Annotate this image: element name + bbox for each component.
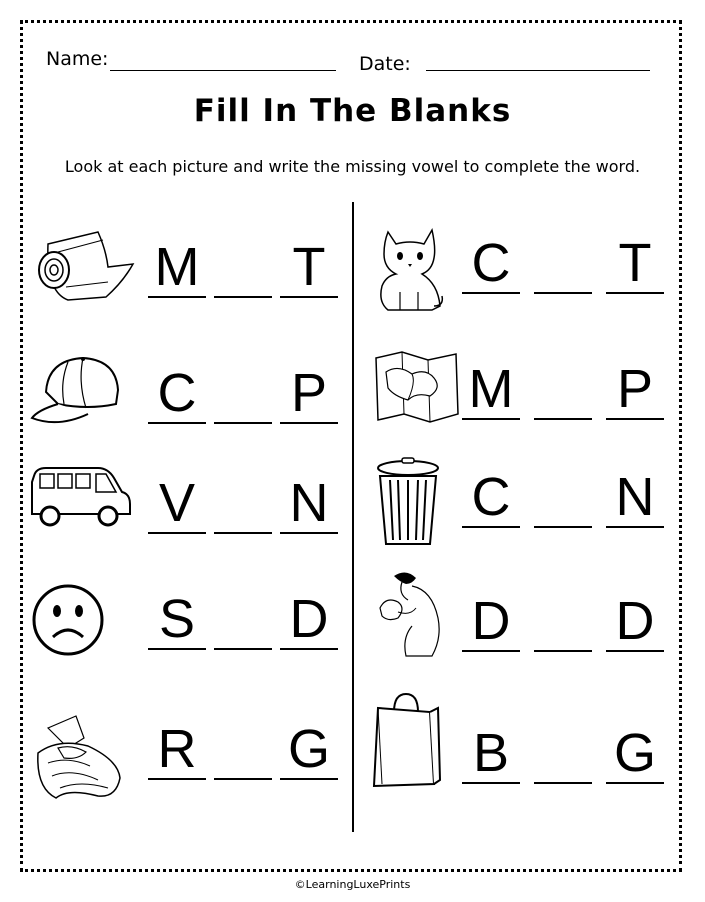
word-item [372,456,702,556]
first-letter: C [471,467,511,527]
first-letter: R [157,719,197,779]
last-letter: T [292,237,326,297]
rug-icon [28,222,128,322]
van-icon [28,462,128,562]
word-item [372,222,702,322]
bag-icon [372,690,472,790]
instructions: Look at each picture and write the missing vowel to complete the word. [64,157,641,176]
name-field[interactable] [110,70,336,71]
rag-icon [28,708,128,808]
word-item [372,690,702,790]
blank-vowel[interactable] [534,456,592,528]
last-letter: G [287,719,330,779]
blank-vowel[interactable] [214,352,272,424]
blank-vowel[interactable] [534,580,592,652]
blank-vowel[interactable] [214,708,272,780]
last-letter: P [290,363,328,423]
word-item [28,222,358,322]
copyright-footer: ©LearningLuxePrints [294,878,411,891]
last-letter: G [613,723,656,783]
page-title: Fill In The Blanks [193,93,512,129]
word-item [28,708,358,808]
name-label: Name: [46,48,109,70]
date-label: Date: [359,53,411,75]
first-letter: C [471,233,511,293]
blank-vowel[interactable] [214,578,272,650]
first-letter: B [472,723,510,783]
first-letter: D [471,591,511,651]
trash-can-icon [372,456,472,556]
blank-vowel[interactable] [214,462,272,534]
last-letter: P [616,359,654,419]
word-item [28,580,358,680]
word-item [372,568,702,668]
last-letter: N [289,473,329,533]
first-letter: C [157,363,197,423]
first-letter: S [158,589,196,649]
cat-icon [372,222,472,322]
first-letter: M [154,237,200,297]
blank-vowel[interactable] [214,226,272,298]
word-item [28,352,358,452]
dad-icon [372,568,472,668]
last-letter: T [618,233,652,293]
last-letter: D [615,591,655,651]
first-letter: M [468,359,514,419]
last-letter: N [615,467,655,527]
cap-icon [28,352,128,452]
blank-vowel[interactable] [534,348,592,420]
word-item [28,462,358,562]
map-icon [372,348,472,448]
blank-vowel[interactable] [534,712,592,784]
first-letter: V [158,473,196,533]
date-field[interactable] [426,70,650,71]
word-item [372,348,702,448]
last-letter: D [289,589,329,649]
blank-vowel[interactable] [534,222,592,294]
sad-face-icon [28,580,128,680]
